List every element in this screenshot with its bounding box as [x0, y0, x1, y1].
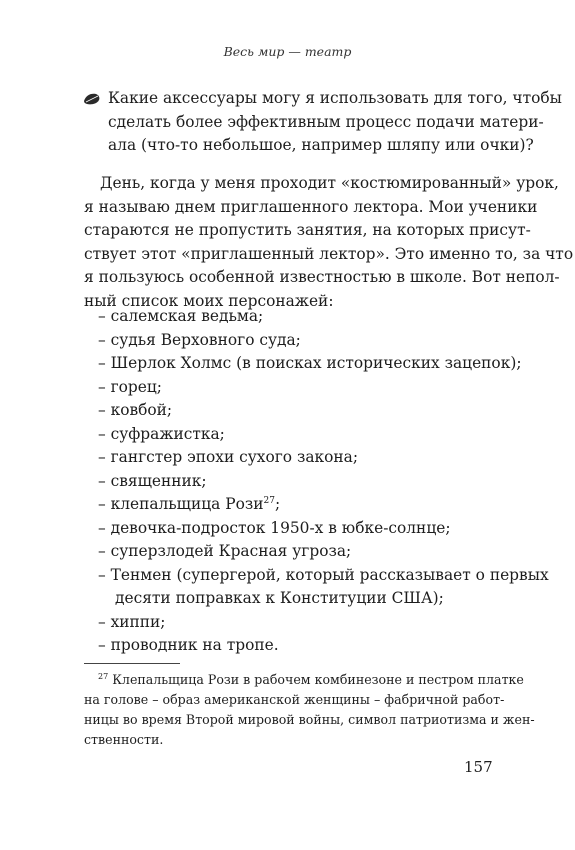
list-item: – девочка-подросток 1950-х в юбке-солнце;: [98, 518, 451, 537]
paragraph-line: День, когда у меня проходит «костюмированный» урок,: [100, 174, 559, 192]
footnote-line: [84, 670, 524, 690]
question-line: сделать более эффективным процесс подачи матери-: [108, 112, 544, 131]
list-item: – проводник на тропе.: [98, 636, 279, 654]
question-line: Какие аксессуары могу я использовать для того, чтобы: [108, 89, 562, 107]
list-item: [98, 493, 500, 517]
running-header: Весь мир — театр: [223, 44, 352, 59]
character-list: [98, 305, 549, 658]
list-item: – горец;: [98, 377, 162, 396]
list-item: – гангстер эпохи сухого закона;: [98, 448, 359, 466]
paragraph-line: я называю днем приглашенного лектора. Мои ученики: [84, 197, 538, 216]
body-paragraph: [84, 172, 574, 313]
paragraph-line: ствует этот «приглашенный лектор». Это именно то, за что: [84, 244, 574, 263]
list-item: – судья Верховного суда;: [98, 330, 301, 349]
list-item: – хиппи;: [98, 612, 166, 631]
list-item: – ковбой;: [98, 401, 173, 419]
list-item: – священник;: [98, 471, 207, 490]
list-item: – суфражистка;: [98, 424, 225, 443]
footnote-number: 27: [98, 672, 109, 681]
list-item-suffix: ;: [274, 495, 281, 513]
paragraph-line: стараются не пропустить занятия, на которых присут-: [84, 221, 531, 239]
list-item: – Шерлок Холмс (в поисках исторических зацепок);: [98, 354, 522, 372]
page-number: 157: [464, 758, 493, 776]
footnote-line: ственности.: [84, 732, 164, 747]
footnote-line: на голове – образ американской женщины – фабричной работ-: [84, 692, 505, 707]
footnote-divider: [84, 663, 180, 664]
footnote: [84, 670, 535, 750]
footnote-text: Клепальщица Рози в рабочем комбинезоне и пестром платке: [108, 672, 524, 687]
list-item-continuation: десяти поправках к Конституции США);: [115, 589, 444, 607]
question-line: ала (что-то небольшое, например шляпу или очки)?: [108, 136, 534, 154]
paragraph-line: я пользуюсь особенной известностью в школе. Вот непол-: [84, 268, 560, 286]
paragraph-line: ный список моих персонажей:: [84, 291, 334, 310]
list-item: – Тенмен (супергерой, который рассказывает о первых: [98, 565, 549, 584]
list-item-text: – клепальщица Рози: [98, 495, 264, 513]
question-block: [85, 87, 562, 158]
list-item: – суперзлодей Красная угроза;: [98, 542, 352, 560]
list-item: – салемская ведьма;: [98, 307, 264, 325]
footnote-reference[interactable]: 27: [263, 496, 275, 506]
footnote-line: ницы во время Второй мировой войны, символ патриотизма и жен-: [84, 712, 535, 727]
